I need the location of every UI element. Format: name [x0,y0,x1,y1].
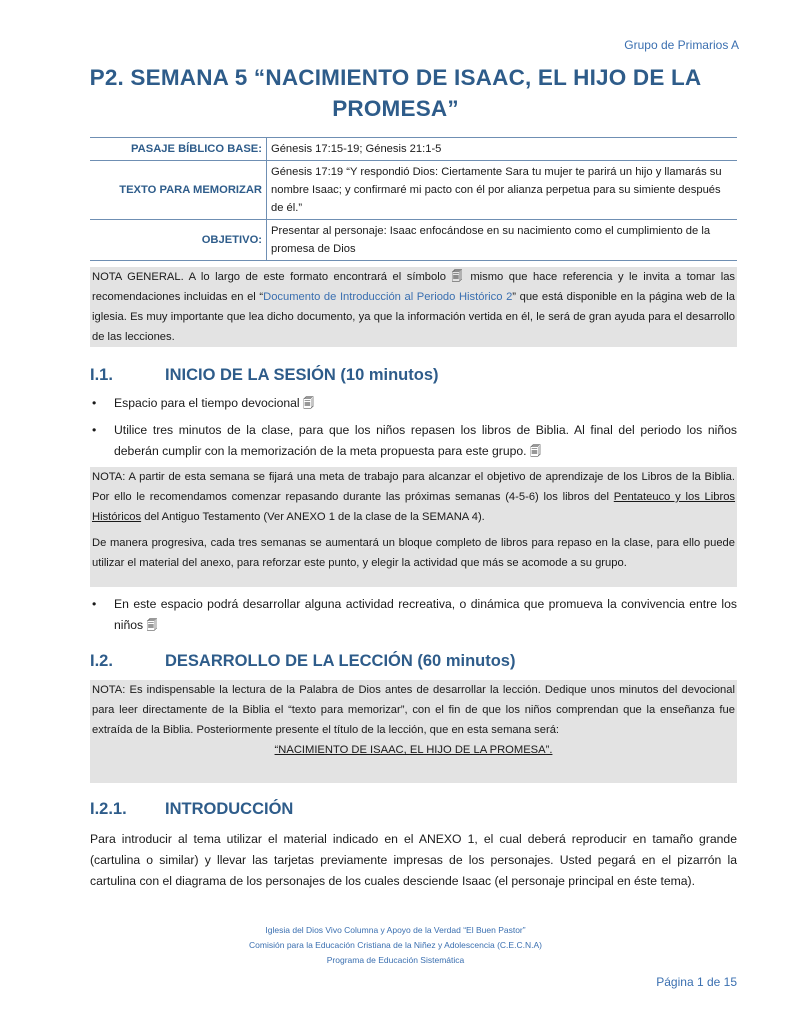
table-value: Génesis 17:15-19; Génesis 21:1-5 [267,138,738,161]
lesson-title: “NACIMIENTO DE ISAAC, EL HIJO DE LA PROMESA”. [274,744,553,756]
page-number: Página 1 de 15 [656,975,737,989]
note-text: ” que está disponible en la página web de la iglesia. Es muy importante que lea dicho documento, ya que la información vertida en él, le será de gran ayuda para el desarrollo de las lecciones. [92,291,735,343]
title-line-1: P2. SEMANA 5 “NACIMIENTO DE ISAAC, EL HIJO DE LA [89,65,702,90]
list-item [90,594,737,637]
table-row [90,138,737,161]
list-item [90,393,737,415]
note-paragraph: NOTA: Es indispensable la lectura de la Palabra de Dios antes de desarrollar la lección. Dedique unos minutos del devocional para leer directamente de la Biblia el “texto para memorizar”, con el fin de que los niños comprendan que la enseñanza fue extraída de la Biblia. Posteriormente presente el título de la lección, que en esta semana será: [92,684,735,736]
footer [0,923,791,968]
table-label: PASAJE BÍBLICO BASE: [90,138,267,161]
note-text: del Antiguo Testamento (Ver ANEXO 1 de la clase de la SEMANA 4). [144,511,485,523]
table-label: TEXTO PARA MEMORIZAR [90,161,267,220]
section-title: DESARROLLO DE LA LECCIÓN (60 minutos) [165,652,516,670]
list-item-text: Espacio para el tiempo devocional [114,396,300,410]
document-icon: 🗐 [303,398,315,410]
list-item-text: Utilice tres minutos de la clase, para que los niños repasen los libros de Biblia. Al final del periodo los niños deberán cumplir con la memorización de la meta propuesta para este grupo. [114,423,737,458]
group-label: Grupo de Primarios A [624,38,739,52]
info-table [90,137,737,261]
section-note [90,467,737,587]
section-note [90,680,737,783]
table-value: Presentar al personaje: Isaac enfocándose en su nacimiento como el cumplimiento de la promesa de Dios [267,220,738,261]
footer-line: Comisión para la Educación Cristiana de la Niñez y Adolescencia (C.E.C.N.A) [249,940,542,950]
footer-line: Programa de Educación Sistemática [326,955,465,965]
section-title: INTRODUCCIÓN [165,800,294,818]
note-text: mismo que hace referencia y le invita a tomar las recomendaciones incluidas en el “ [92,271,736,303]
page-title [70,62,721,124]
note-text: NOTA: A partir de esta semana se fijará una meta de trabajo para alcanzar el objetivo de aprendizaje de los Libros de la Biblia. Por ello le recomendamos comenzar repasando durante las próximas semanas (4-5-6) los libros del [92,471,735,503]
section-heading [90,366,439,385]
footer-line: Iglesia del Dios Vivo Columna y Apoyo de la Verdad “El Buen Pastor” [265,925,526,935]
intro-document-link[interactable]: Documento de Introducción al Periodo Histórico 2 [263,291,513,303]
table-row [90,161,737,220]
title-line-2: PROMESA” [332,96,459,121]
list-item [90,420,737,463]
note-underlined-text: Pentateuco y los Libros Históricos [92,491,736,523]
note-paragraph: De manera progresiva, cada tres semanas se aumentará un bloque completo de libros para repaso en la clase, para ello puede utilizar el material del anexo, para reforzar este punto, y elegir la actividad que más se acomode a su grupo. [92,537,735,569]
note-text: NOTA GENERAL. A lo largo de este formato encontrará el símbolo [92,271,446,283]
document-icon: 🗐 [451,271,465,283]
section-number: I.2. [90,652,113,670]
general-note [90,267,737,347]
section-title: INICIO DE LA SESIÓN (10 minutos) [165,366,439,384]
section-number: I.2.1. [90,800,127,818]
section-heading [90,800,293,819]
document-icon: 🗐 [529,446,541,458]
table-row [90,220,737,261]
table-label: OBJETIVO: [90,220,267,261]
note-paragraph [92,467,735,527]
document-icon: 🗐 [146,620,158,632]
section-number: I.1. [90,366,113,384]
list-item-text: En este espacio podrá desarrollar alguna actividad recreativa, o dinámica que promueva la convivencia entre los niños [114,597,737,632]
table-value: Génesis 17:19 “Y respondió Dios: Ciertamente Sara tu mujer te parirá un hijo y llamarás su nombre Isaac; y confirmaré mi pacto con él por alianza perpetua para su simiente después de él.” [267,161,738,220]
intro-paragraph: Para introducir al tema utilizar el material indicado en el ANEXO 1, el cual deberá reproducir en tamaño grande (cartulina o similar) y llevar las tarjetas previamente impresas de los personajes. Usted pegará en el pizarrón la cartulina con el diagrama de los personajes de los cuales desciende Isaac (el personaje principal en éste tema). [90,832,737,888]
section-heading [90,652,515,671]
